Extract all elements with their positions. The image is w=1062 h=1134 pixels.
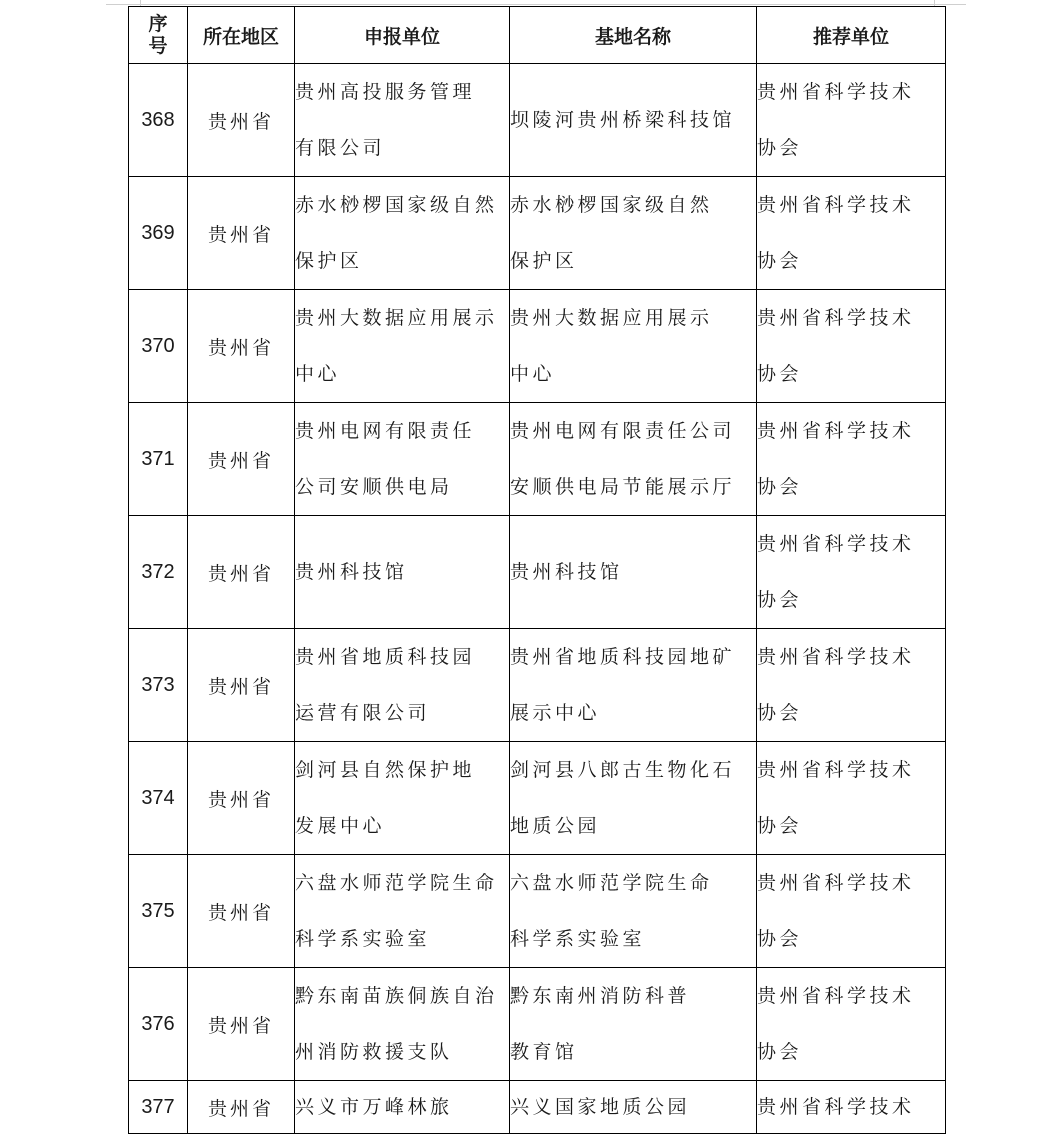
- table-row: [129, 64, 946, 177]
- cell-applicant-line: 贵州电网有限责任: [295, 420, 476, 442]
- header-region: 所在地区: [188, 7, 295, 64]
- cell-base-name: [510, 968, 757, 1081]
- table-row: [129, 290, 946, 403]
- cell-applicant: [295, 855, 510, 968]
- cell-recommender: [757, 177, 946, 290]
- cell-base-name-line: 贵州大数据应用展示: [510, 307, 713, 329]
- cell-seq: 370: [129, 290, 188, 403]
- cell-seq: 371: [129, 403, 188, 516]
- cell-seq: 369: [129, 177, 188, 290]
- cell-applicant-line: 贵州高投服务管理: [295, 81, 476, 103]
- cell-base-name-line: 赤水桫椤国家级自然: [510, 194, 713, 216]
- cell-recommender: [757, 290, 946, 403]
- cell-applicant-line: 中心: [295, 363, 341, 385]
- cell-applicant: [295, 516, 510, 629]
- table-header-row: [129, 7, 946, 64]
- cell-region: 贵州省: [188, 629, 295, 742]
- header-seq: [129, 7, 188, 64]
- cell-seq: 376: [129, 968, 188, 1081]
- cell-applicant-line: 剑河县自然保护地: [295, 759, 476, 781]
- cell-base-name-line: 坝陵河贵州桥梁科技馆: [510, 109, 736, 131]
- table-row: [129, 177, 946, 290]
- cell-base-name-line: 保护区: [510, 250, 578, 272]
- cell-base-name-line: 地质公园: [510, 815, 601, 837]
- table-row: [129, 855, 946, 968]
- cell-applicant: [295, 629, 510, 742]
- cell-seq: 374: [129, 742, 188, 855]
- cell-base-name-line: 贵州科技馆: [510, 561, 623, 583]
- cell-base-name-line: 贵州省地质科技园地矿: [510, 646, 736, 668]
- header-base-name: 基地名称: [510, 7, 757, 64]
- cell-applicant-line: 公司安顺供电局: [295, 476, 453, 498]
- cell-recommender-line: 协会: [757, 928, 803, 950]
- cell-recommender-line: 协会: [757, 815, 803, 837]
- cell-recommender-line: 贵州省科学技术: [757, 194, 915, 216]
- header-seq-line1: 序: [148, 13, 168, 35]
- cell-recommender-line: 协会: [757, 363, 803, 385]
- cell-applicant-line: 科学系实验室: [295, 928, 431, 950]
- cell-seq: 372: [129, 516, 188, 629]
- cell-recommender-line: 贵州省科学技术: [757, 646, 915, 668]
- header-recommender: 推荐单位: [757, 7, 946, 64]
- cell-applicant: [295, 968, 510, 1081]
- cell-base-name: [510, 403, 757, 516]
- table-row: [129, 629, 946, 742]
- cell-region: 贵州省: [188, 290, 295, 403]
- cell-recommender-line: 贵州省科学技术: [757, 81, 915, 103]
- cell-base-name-line: 兴义国家地质公园: [510, 1096, 691, 1118]
- cell-region: 贵州省: [188, 968, 295, 1081]
- table-row: [129, 742, 946, 855]
- cell-base-name: [510, 855, 757, 968]
- cell-recommender-line: 贵州省科学技术: [757, 307, 915, 329]
- table-row: [129, 516, 946, 629]
- cell-recommender-line: 贵州省科学技术: [757, 533, 915, 555]
- cell-recommender-line: 协会: [757, 250, 803, 272]
- cell-recommender-line: 协会: [757, 1041, 803, 1063]
- cell-recommender-line: 贵州省科学技术: [757, 872, 915, 894]
- cell-base-name: [510, 629, 757, 742]
- cell-base-name-line: 黔东南州消防科普: [510, 985, 691, 1007]
- cell-base-name: [510, 1081, 757, 1134]
- cell-applicant: [295, 403, 510, 516]
- cell-base-name-line: 安顺供电局节能展示厅: [510, 476, 736, 498]
- cell-seq: 368: [129, 64, 188, 177]
- cell-recommender: [757, 64, 946, 177]
- cell-recommender: [757, 403, 946, 516]
- cell-applicant: [295, 1081, 510, 1134]
- cell-applicant-line: 保护区: [295, 250, 363, 272]
- cell-base-name-line: 中心: [510, 363, 556, 385]
- cell-base-name: [510, 742, 757, 855]
- cell-base-name-line: 贵州电网有限责任公司: [510, 420, 736, 442]
- cell-recommender: [757, 968, 946, 1081]
- cell-recommender: [757, 1081, 946, 1134]
- cell-base-name: [510, 516, 757, 629]
- cell-region: 贵州省: [188, 64, 295, 177]
- cell-base-name: [510, 64, 757, 177]
- cell-region: 贵州省: [188, 403, 295, 516]
- cell-applicant-line: 贵州科技馆: [295, 561, 408, 583]
- cell-applicant-line: 兴义市万峰林旅: [295, 1096, 453, 1118]
- cell-recommender-line: 贵州省科学技术: [757, 759, 915, 781]
- cell-region: 贵州省: [188, 177, 295, 290]
- cell-applicant-line: 黔东南苗族侗族自治: [295, 985, 498, 1007]
- cell-recommender-line: 协会: [757, 589, 803, 611]
- cell-recommender-line: 协会: [757, 476, 803, 498]
- cell-applicant-line: 赤水桫椤国家级自然: [295, 194, 498, 216]
- cell-seq: 373: [129, 629, 188, 742]
- cell-applicant-line: 贵州省地质科技园: [295, 646, 476, 668]
- cell-seq: 377: [129, 1081, 188, 1134]
- cell-recommender: [757, 742, 946, 855]
- table-row: [129, 968, 946, 1081]
- cell-applicant-line: 州消防救援支队: [295, 1041, 453, 1063]
- cell-applicant-line: 有限公司: [295, 137, 386, 159]
- cell-recommender: [757, 855, 946, 968]
- cell-base-name: [510, 290, 757, 403]
- page-top-rule: [106, 4, 966, 5]
- cell-base-name-line: 科学系实验室: [510, 928, 646, 950]
- cell-base-name-line: 剑河县八郎古生物化石: [510, 759, 736, 781]
- cell-applicant-line: 发展中心: [295, 815, 386, 837]
- cell-recommender-line: 贵州省科学技术: [757, 420, 915, 442]
- cell-applicant: [295, 64, 510, 177]
- header-applicant: 申报单位: [295, 7, 510, 64]
- table-row: [129, 403, 946, 516]
- cell-base-name-line: 教育馆: [510, 1041, 578, 1063]
- cell-region: 贵州省: [188, 855, 295, 968]
- cell-base-name: [510, 177, 757, 290]
- cell-applicant-line: 贵州大数据应用展示: [295, 307, 498, 329]
- cell-seq: 375: [129, 855, 188, 968]
- cell-region: 贵州省: [188, 742, 295, 855]
- table-row: [129, 1081, 946, 1134]
- cell-recommender-line: 贵州省科学技术: [757, 1096, 915, 1118]
- cell-applicant-line: 六盘水师范学院生命: [295, 872, 498, 894]
- cell-recommender-line: 协会: [757, 702, 803, 724]
- cell-recommender: [757, 516, 946, 629]
- cell-recommender: [757, 629, 946, 742]
- cell-base-name-line: 展示中心: [510, 702, 601, 724]
- cell-applicant: [295, 742, 510, 855]
- cell-region: 贵州省: [188, 1081, 295, 1134]
- cell-recommender-line: 贵州省科学技术: [757, 985, 915, 1007]
- base-list-table: [128, 6, 946, 1134]
- header-seq-line2: 号: [148, 35, 168, 57]
- cell-recommender-line: 协会: [757, 137, 803, 159]
- cell-applicant: [295, 290, 510, 403]
- cell-region: 贵州省: [188, 516, 295, 629]
- cell-base-name-line: 六盘水师范学院生命: [510, 872, 713, 894]
- cell-applicant: [295, 177, 510, 290]
- cell-applicant-line: 运营有限公司: [295, 702, 431, 724]
